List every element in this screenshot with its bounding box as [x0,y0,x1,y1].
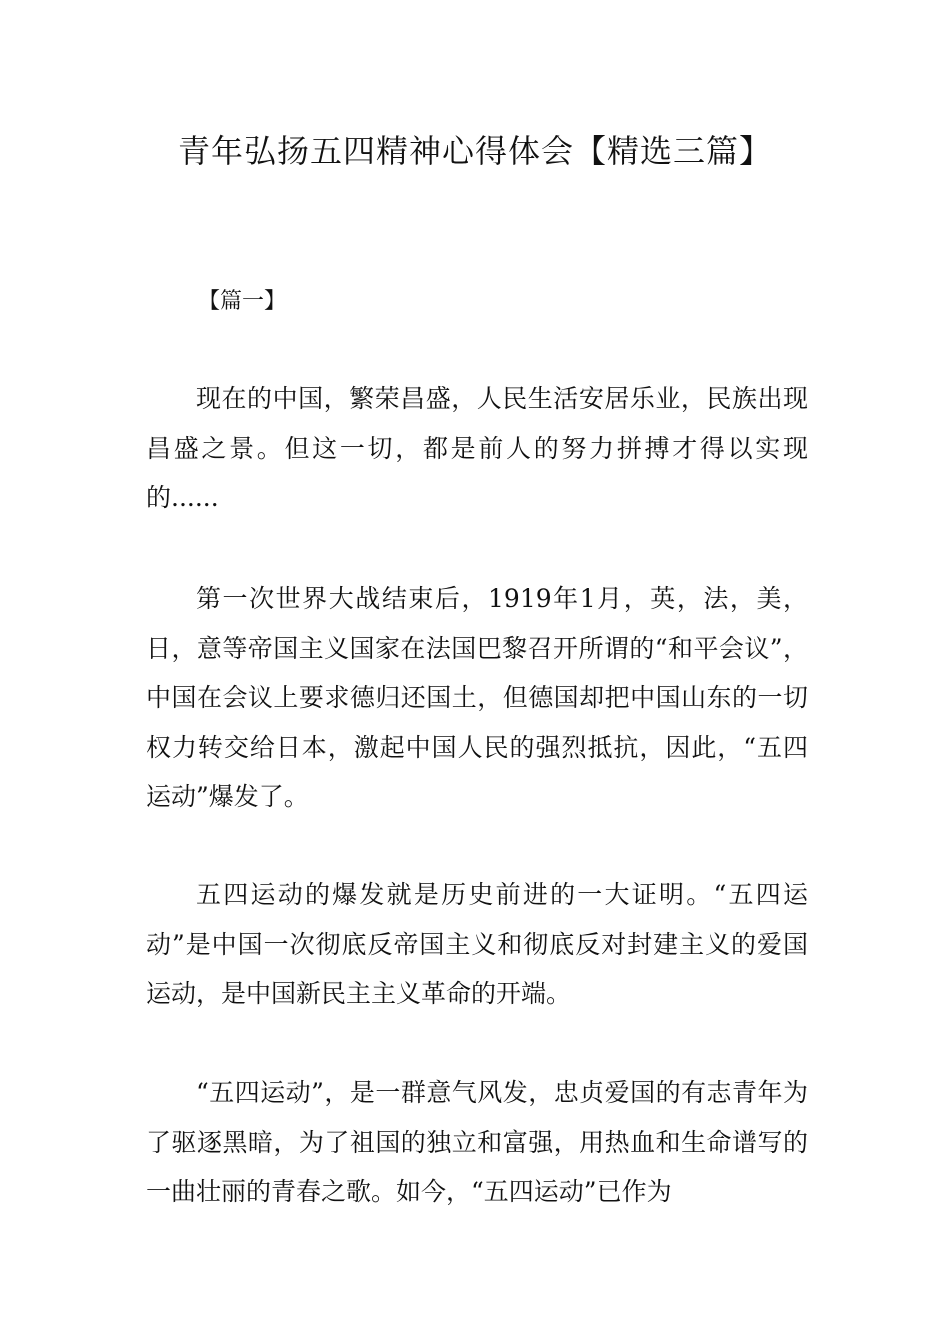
document-title: 青年弘扬五四精神心得体会【精选三篇】 [177,132,772,170]
paragraph-4: “五四运动”，是一群意气风发，忠贞爱国的有志青年为了驱逐黑暗，为了祖国的独立和富强，用热血和生命谱写的一曲壮丽的青春之歌。如今，“五四运动”已作为 [146,1078,808,1207]
paragraph-1: 现在的中国，繁荣昌盛，人民生活安居乐业，民族出现昌盛之景。但这一切，都是前人的努力拼搏才得以实现的...... [146,384,808,513]
paragraph-2: 第一次世界大战结束后，1919年1月，英，法，美，日，意等帝国主义国家在法国巴黎召开所谓的“和平会议”，中国在会议上要求德归还国土，但德国却把中国山东的一切权力转交给日本，激起中国人民的强烈抵抗，因此，“五四运动”爆发了。 [146,584,808,812]
section-label: 【篇一】 [198,289,287,314]
paragraph-3: 五四运动的爆发就是历史前进的一大证明。“五四运动”是中国一次彻底反帝国主义和彻底反对封建主义的爱国运动，是中国新民主主义革命的开端。 [146,880,808,1009]
